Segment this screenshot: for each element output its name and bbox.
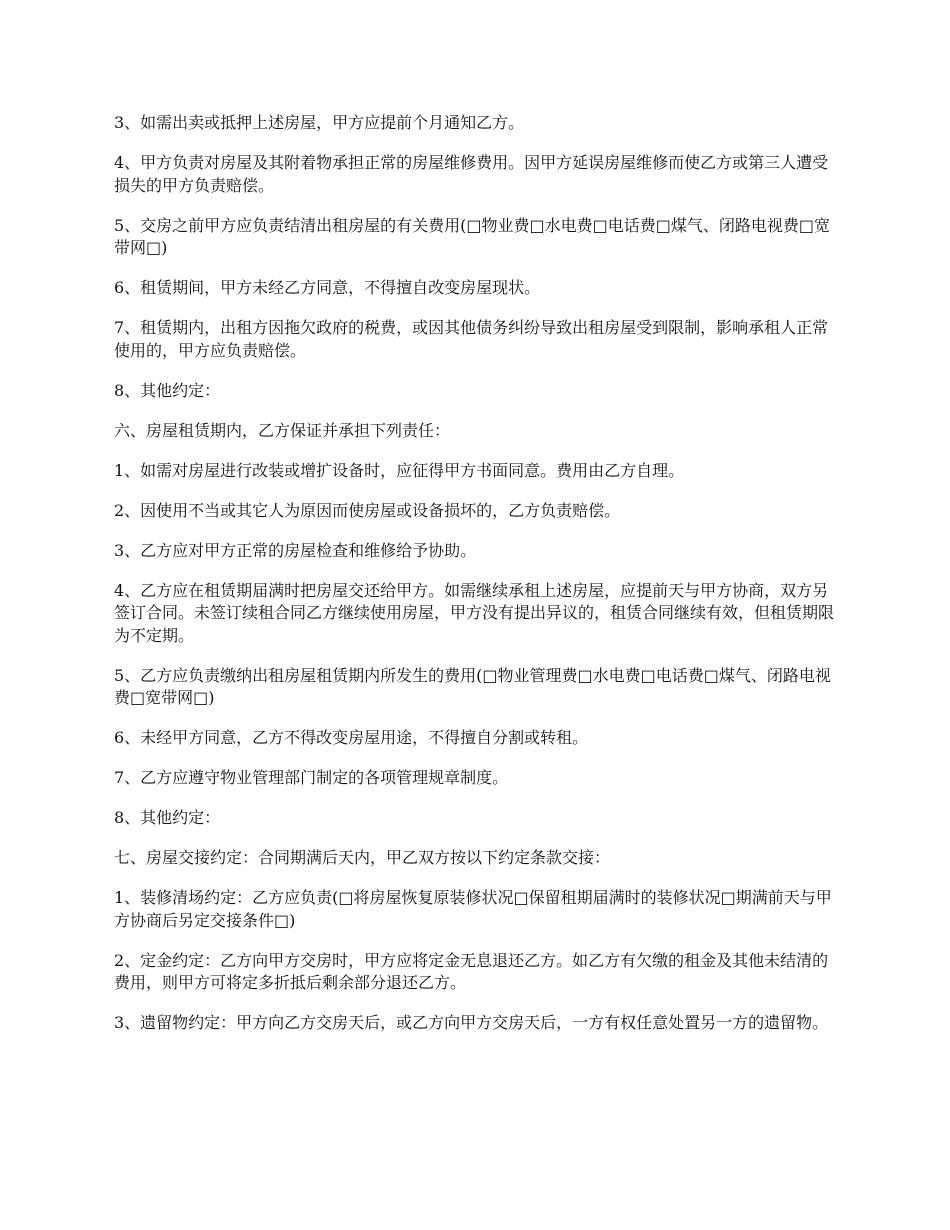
clause-paragraph: 5、交房之前甲方应负责结清出租房屋的有关费用(□物业费□水电费□电话费□煤气、闭路电视费□宽带网□) xyxy=(114,215,831,258)
clause-paragraph: 8、其他约定： xyxy=(114,808,221,828)
clause-paragraph: 1、装修清场约定：乙方应负责(□将房屋恢复原装修状况□保留租期届满时的装修状况□期满前天与甲方协商后另定交接条件□) xyxy=(114,888,832,930)
clause-paragraph: 6、租赁期间，甲方未经乙方同意，不得擅自改变房屋现状。 xyxy=(114,278,541,298)
clause-paragraph: 3、如需出卖或抵押上述房屋，甲方应提前个月通知乙方。 xyxy=(114,113,525,132)
clause-paragraph: 3、乙方应对甲方正常的房屋检查和维修给予协助。 xyxy=(114,540,477,560)
section-heading: 六、房屋租赁期内，乙方保证并承担下列责任： xyxy=(114,420,451,440)
clause-paragraph: 2、因使用不当或其它人为原因而使房屋或设备损坏的，乙方负责赔偿。 xyxy=(114,500,621,520)
clause-paragraph: 8、其他约定： xyxy=(114,380,221,400)
clause-paragraph: 4、甲方负责对房屋及其附着物承担正常的房屋维修费用。因甲方延误房屋维修而使乙方或第三人遭受损失的甲方负责赔偿。 xyxy=(114,152,829,195)
clause-paragraph: 5、乙方应负责缴纳出租房屋租赁期内所发生的费用(□物业管理费□水电费□电话费□煤气、闭路电视费□宽带网□) xyxy=(114,665,831,708)
clause-paragraph: 4、乙方应在租赁期届满时把房屋交还给甲方。如需继续承租上述房屋，应提前天与甲方协商，双方另签订合同。未签订续租合同乙方继续使用房屋，甲方没有提出异议的，租赁合同继续有效，但租赁期限为不定期。 xyxy=(114,580,835,645)
clause-paragraph: 3、遗留物约定：甲方向乙方交房天后，或乙方向甲方交房天后，一方有权任意处置另一方的遗留物。 xyxy=(114,1013,829,1033)
clause-paragraph: 2、定金约定：乙方向甲方交房时，甲方应将定金无息退还乙方。如乙方有欠缴的租金及其他未结清的费用，则甲方可将定多折抵后剩余部分退还乙方。 xyxy=(114,950,829,993)
clause-paragraph: 1、如需对房屋进行改装或增扩设备时，应征得甲方书面同意。费用由乙方自理。 xyxy=(114,460,685,480)
document-page xyxy=(114,112,836,1052)
clause-paragraph: 7、租赁期内，出租方因拖欠政府的税费，或因其他债务纠纷导致出租房屋受到限制，影响承租人正常使用的，甲方应负责赔偿。 xyxy=(114,318,829,360)
section-heading: 七、房屋交接约定：合同期满后天内，甲乙双方按以下约定条款交接： xyxy=(114,848,611,868)
clause-paragraph: 7、乙方应遵守物业管理部门制定的各项管理规章制度。 xyxy=(114,768,509,788)
clause-paragraph: 6、未经甲方同意，乙方不得改变房屋用途，不得擅自分割或转租。 xyxy=(114,728,589,748)
